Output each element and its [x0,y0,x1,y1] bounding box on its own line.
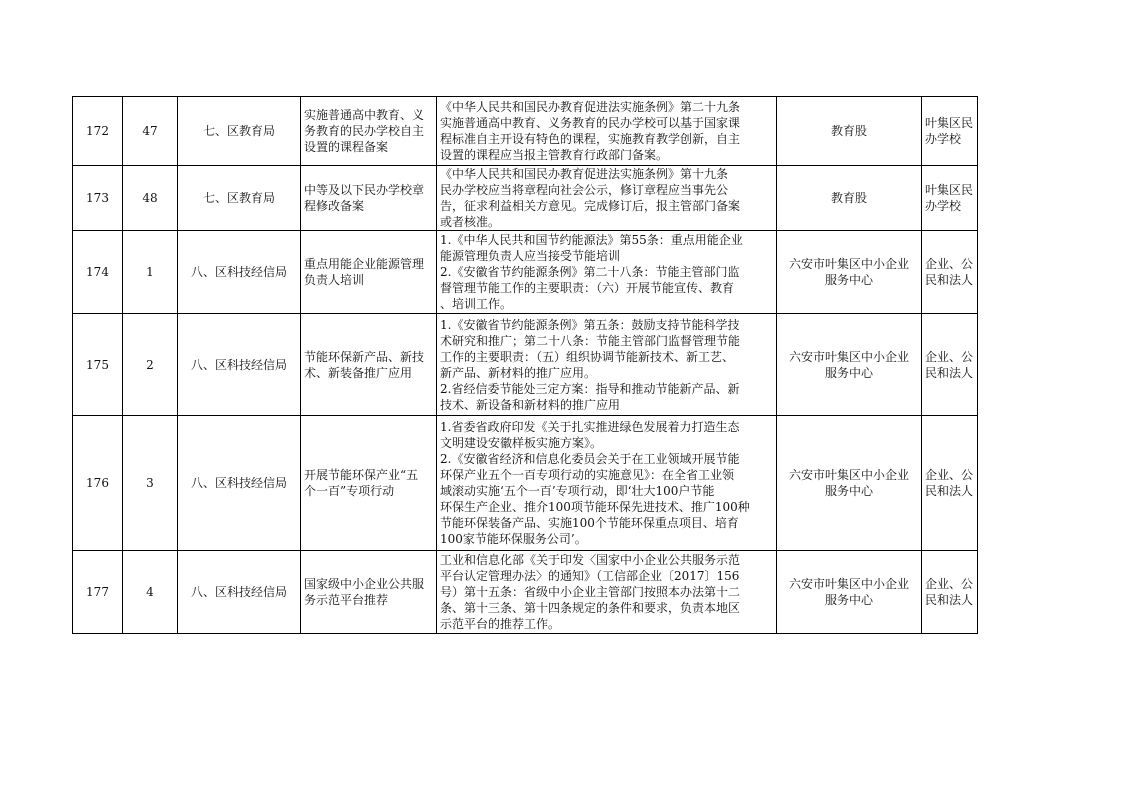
legal-basis-line: 能源管理负责人应当接受节能培训 [440,249,621,263]
legal-basis-line: 环保生产企业、推介100项节能环保先进技术、推广100种 [440,500,750,514]
legal-basis-line: 1.省委省政府印发《关于扎实推进绿色发展着力打造生态 [440,420,740,434]
handling-unit-line: 六安市叶集区中小企业 [788,468,909,482]
item-name-line: 中等及以下民办学校章 [304,183,425,197]
service-object-cell [922,231,978,314]
sub-number-cell: 4 [123,551,178,634]
row-number-cell: 176 [73,416,123,551]
legal-basis-line: 工业和信息化部《关于印发〈国家中小企业公共服务示范 [440,553,741,567]
row-number-cell: 172 [73,97,123,166]
service-object-line: 叶集区民 [925,116,974,130]
handling-unit-line: 六安市叶集区中小企业 [788,349,909,364]
handling-unit-cell [777,97,922,166]
legal-basis-line: 、培训工作。 [440,297,513,311]
legal-basis-line: 2.《安徽省经济和信息化委员会关于在工业领域开展节能 [440,452,740,466]
legal-basis-line: 程标准自主开设有特色的课程，实施教育教学创新，自主 [440,132,741,146]
handling-unit-line: 六安市叶集区中小企业 [788,257,909,271]
item-name-cell [301,166,437,231]
sub-number-cell: 48 [123,166,178,231]
department-cell: 八、区科技经信局 [178,314,301,416]
legal-basis-line: 100家节能环保服务公司’。 [440,532,587,546]
handling-unit-line: 服务中心 [824,484,873,498]
handling-unit-cell [777,314,922,416]
item-name-line: 程修改备案 [304,199,365,213]
item-name-line: 务示范平台推荐 [304,593,389,607]
service-object-cell [922,97,978,166]
service-object-cell [922,314,978,416]
service-object-cell [922,166,978,231]
legal-basis-line: 告，征求利益相关方意见。完成修订后，报主管部门备案 [440,199,741,213]
item-name-line: 术、新装备推广应用 [304,365,413,380]
legal-basis-line: 工作的主要职责：（五）组织协调节能新技术、新工艺、 [440,349,735,364]
handling-unit-line: 教育股 [830,124,867,138]
department-cell: 七、区教育局 [178,97,301,166]
legal-basis-line: 域滚动实施‘五个一百’专项行动，即‘壮大100户节能 [440,484,715,498]
item-name-cell [301,416,437,551]
legal-basis-line: 环保产业五个一百专项行动的实施意见》：在全省工业领 [440,468,735,482]
table-row [73,416,978,551]
catalog-table [72,96,978,634]
item-name-line: 开展节能环保产业“五 [304,468,419,482]
table-row [73,231,978,314]
handling-unit-cell [777,551,922,634]
department-cell: 八、区科技经信局 [178,231,301,314]
legal-basis-cell [437,416,777,551]
item-name-line: 国家级中小企业公共服 [304,577,425,591]
item-name-cell [301,97,437,166]
sub-number-cell: 2 [123,314,178,416]
legal-basis-line: 新产品、新材料的推广应用。 [440,365,597,380]
legal-basis-line: 平台认定管理办法〉的通知》（工信部企业〔2017〕156 [440,569,740,583]
service-object-line: 企业、公 [925,349,974,364]
table-row [73,551,978,634]
service-object-line: 叶集区民 [925,183,974,197]
legal-basis-line: 《中华人民共和国民办教育促进法实施条例》第十九条 [440,167,729,181]
item-name-line: 务教育的民办学校自主 [304,124,425,138]
service-object-line: 民和法人 [925,365,974,380]
item-name-line: 负责人培训 [304,273,365,287]
handling-unit-cell [777,416,922,551]
service-object-line: 民和法人 [925,484,974,498]
legal-basis-cell [437,551,777,634]
legal-basis-line: 文明建设安徽样板实施方案》。 [440,436,603,450]
service-object-line: 企业、公 [925,468,974,482]
handling-unit-cell [777,231,922,314]
handling-unit-line: 服务中心 [824,365,873,380]
service-object-line: 办学校 [925,132,962,146]
handling-unit-line: 服务中心 [824,273,873,287]
department-cell: 八、区科技经信局 [178,416,301,551]
table-row [73,314,978,416]
item-name-cell [301,551,437,634]
legal-basis-line: 设置的课程应当报主管教育行政部门备案。 [440,148,669,162]
table-row [73,97,978,166]
service-object-cell [922,551,978,634]
sub-number-cell: 47 [123,97,178,166]
legal-basis-cell [437,231,777,314]
service-object-line: 民和法人 [925,593,974,607]
legal-basis-line: 2.省经信委节能处三定方案：指导和推动节能新产品、新 [440,381,740,396]
service-object-line: 企业、公 [925,257,974,271]
department-cell: 七、区教育局 [178,166,301,231]
legal-basis-line: 1.《安徽省节约能源条例》第五条：鼓励支持节能科学技 [440,317,740,332]
legal-basis-cell [437,97,777,166]
service-object-line: 办学校 [925,199,962,213]
legal-basis-line: 示范平台的推荐工作。 [440,617,561,631]
service-object-line: 民和法人 [925,273,974,287]
legal-basis-line: 术研究和推广；第二十八条：节能主管部门监督管理节能 [440,333,741,348]
legal-basis-line: 1.《中华人民共和国节约能源法》第55条：重点用能企业 [440,233,743,247]
service-object-cell [922,416,978,551]
legal-basis-line: 条、第十三条、第十四条规定的条件和要求，负责本地区 [440,601,741,615]
legal-basis-line: 督管理节能工作的主要职责：（六）开展节能宣传、教育 [440,281,735,295]
row-number-cell: 173 [73,166,123,231]
legal-basis-line: 号）第十五条：省级中小企业主管部门按照本办法第十二 [440,585,741,599]
table-body [73,97,978,634]
item-name-cell [301,314,437,416]
legal-basis-line: 民办学校应当将章程向社会公示，修订章程应当事先公 [440,183,729,197]
department-cell: 八、区科技经信局 [178,551,301,634]
legal-basis-line: 实施普通高中教育、义务教育的民办学校可以基于国家课 [440,116,741,130]
legal-basis-line: 节能环保装备产品、实施100个节能环保重点项目、培育 [440,516,739,530]
legal-basis-line: 或者核准。 [440,215,501,229]
item-name-line: 个一百”专项行动 [304,484,395,498]
sub-number-cell: 3 [123,416,178,551]
legal-basis-line: 《中华人民共和国民办教育促进法实施条例》第二十九条 [440,100,741,114]
handling-unit-cell [777,166,922,231]
legal-basis-line: 技术、新设备和新材料的推广应用 [440,397,621,412]
handling-unit-line: 服务中心 [824,593,873,607]
legal-basis-line: 2.《安徽省节约能源条例》第二十八条：节能主管部门监 [440,265,740,279]
row-number-cell: 174 [73,231,123,314]
handling-unit-line: 六安市叶集区中小企业 [788,577,909,591]
table-row [73,166,978,231]
item-name-line: 实施普通高中教育、义 [304,108,425,122]
sub-number-cell: 1 [123,231,178,314]
row-number-cell: 177 [73,551,123,634]
service-object-line: 企业、公 [925,577,974,591]
handling-unit-line: 教育股 [830,191,867,205]
item-name-line: 节能环保新产品、新技 [304,349,425,364]
item-name-line: 重点用能企业能源管理 [304,257,425,271]
row-number-cell: 175 [73,314,123,416]
legal-basis-cell [437,166,777,231]
item-name-cell [301,231,437,314]
item-name-line: 设置的课程备案 [304,140,389,154]
legal-basis-cell [437,314,777,416]
